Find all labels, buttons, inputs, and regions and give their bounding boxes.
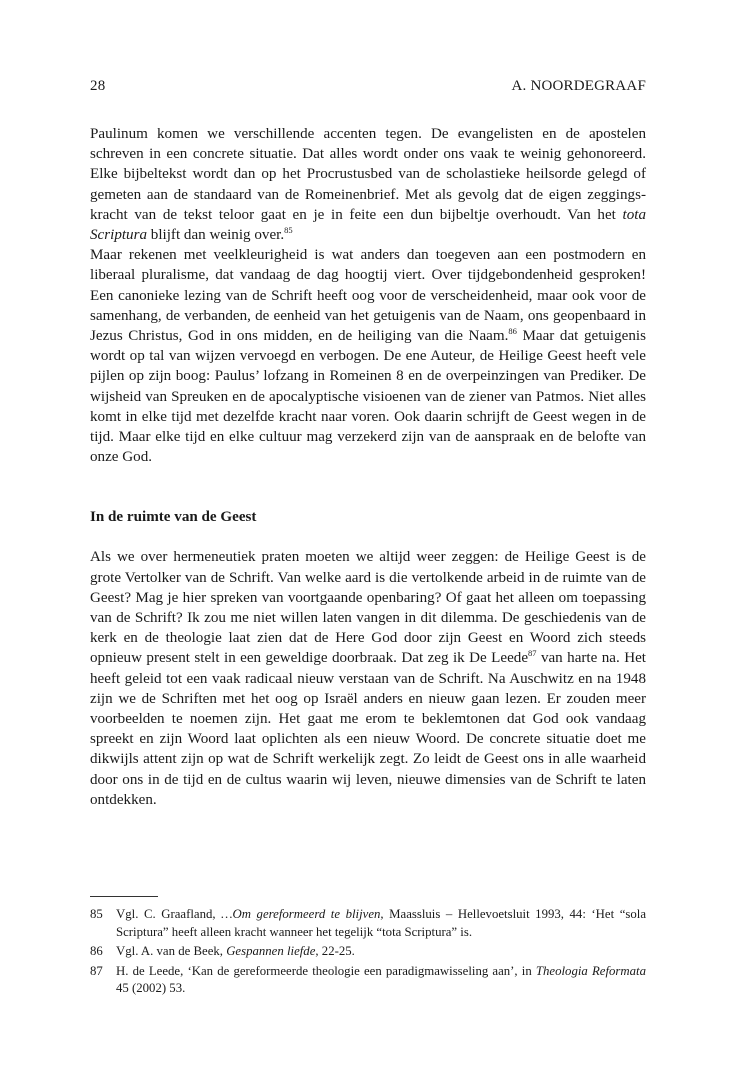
footnote-ref-87[interactable]: 87 <box>528 648 537 659</box>
footnote-85-text-b: Maassluis – Hellevoetsluit 1993, 44: ‘Het “sola Scriptura” heeft alleen kracht wanneer het tegelijk “tota Scriptura” is. <box>116 907 646 939</box>
paragraph-1-text-a: Paulinum komen we verschillende accenten tegen. De evangelisten en de apostelen schreven in een concrete situatie. Dat alles wordt onder ons vaak te weinig gehonoreerd. Elke bijbeltekst wordt dan op het Procrustusbed van de scholastieke heilsorde gelegd of gemeten aan de standaard van de Romeinenbrief. Met als gevolg dat de eigen zeggingskracht van de tekst teloor gaat en je in feite een dun bijbeltje overhoudt. Van het <box>90 126 646 223</box>
running-head <box>90 76 646 96</box>
footnote-86 <box>90 943 646 961</box>
footnote-text <box>116 963 646 998</box>
paragraph-2-text-a: Maar rekenen met veelkleurigheid is wat anders dan toegeven aan een postmodern en liberaal pluralisme, dat vandaag de dag hoogtij viert. Over tijdgebondenheid gesproken! Een canonieke lezing van de Schrift heeft oog voor de verscheidenheid, maar ook voor de samenhang, de verbanden, de eenheid van het getuigenis van de Naam, ons geopenbaard in Jezus Christus, God in ons midden, en de heiliging van die Naam. <box>90 247 646 345</box>
footnote-86-italic: Gespannen liefde <box>226 944 316 959</box>
page <box>90 76 646 810</box>
footnote-number: 87 <box>90 963 103 978</box>
paragraph-1-italic: tota Scriptura <box>90 206 646 244</box>
footnote-87-text-a: H. de Leede, ‘Kan de gereformeerde theologie een paradigmawisseling aan’, in <box>116 963 536 978</box>
footnote-number: 85 <box>90 907 103 921</box>
page-number: 28 <box>90 78 106 94</box>
footnote-85-italic: …Om gereformeerd te blijven, <box>221 907 384 921</box>
footnote-87-italic: Theologia Reformata <box>535 963 646 978</box>
footnote-87-text-b: 45 (2002) 53. <box>116 981 186 996</box>
footnote-86-text-b: , 22-25. <box>315 944 355 959</box>
footnote-86-text-a: Vgl. A. van de Beek, <box>116 944 227 959</box>
paragraph-1-text-b: blijft dan weinig over. <box>147 227 285 244</box>
footnote-text <box>116 906 646 941</box>
footnote-85 <box>90 906 646 941</box>
paragraph-2 <box>90 245 646 467</box>
footnote-separator <box>90 896 158 897</box>
body-text <box>90 124 646 810</box>
footnote-number: 86 <box>90 944 103 959</box>
footnote-87 <box>90 963 646 998</box>
footnote-ref-85[interactable]: 85 <box>284 224 293 235</box>
paragraph-3-text-a: Als we over hermeneutiek praten moeten we altijd weer zeggen: de Heilige Geest is de grote Vertolker van de Schrift. Van welke aard is die vertolkende arbeid in de ruimte van de Geest? Mag je hier spreken van voortgaande openbaring? Of gaat het alleen om toepassing van de Schrift? Ik zou me niet willen laten vangen in dit dilemma. De geschiedenis van de kerk en de theologie laat zien dat de Here God door zijn Geest en Woord zich steeds opnieuw present stelt in een geweldige doorbraak. Dat zeg ik De Leede <box>90 549 646 667</box>
paragraph-2-text-b: Maar dat getuigenis wordt op tal van wijzen vervoegd en verbogen. De ene Auteur, de Heilige Geest heeft vele pijlen op zijn boog: Paulus’ lofzang in Romeinen 8 en de overpeinzingen van Prediker. De wijsheid van Spreuken en de apocalyptische visioenen van de ziener van Patmos. Niet alles komt in elke tijd met dezelfde kracht naar voren. Ook daarin schrijft de Geest wegen in de tijd. Maar elke tijd en elke cultuur mag verzekerd zijn van de aanspraak en de belofte van onze God. <box>90 328 646 466</box>
footnote-text <box>116 943 646 961</box>
running-head-author: A. NOORDEGRAAF <box>511 78 646 94</box>
paragraph-3 <box>90 547 646 810</box>
footnote-85-text-a: Vgl. C. Graafland, <box>116 907 222 921</box>
paragraph-3-text-b: van harte na. Het heeft geleid tot een vaak radicaal nieuw verstaan van de Schrift. Na Auschwitz en na 1948 zijn we de Schriften met het oog op Israël anders en nieuw gaan lezen. Er zouden meer voorbeelden te noemen zijn. Het gaat me erom te beklemtonen dat God ook vandaag spreekt en zijn Woord laat oplichten als een nieuw Woord. De concrete situatie doet me dikwijls attent zijn op wat de Schrift werkelijk zegt. Zo leidt de Geest ons in alle waarheid door ons in de tijd en de cultus waarin wij leven, nieuwe dimensies van de Schrift te laten ontdekken. <box>90 650 646 808</box>
footnotes <box>90 906 646 1000</box>
paragraph-1 <box>90 124 646 245</box>
section-heading: In de ruimte van de Geest <box>90 509 257 526</box>
footnote-ref-86[interactable]: 86 <box>508 326 517 336</box>
